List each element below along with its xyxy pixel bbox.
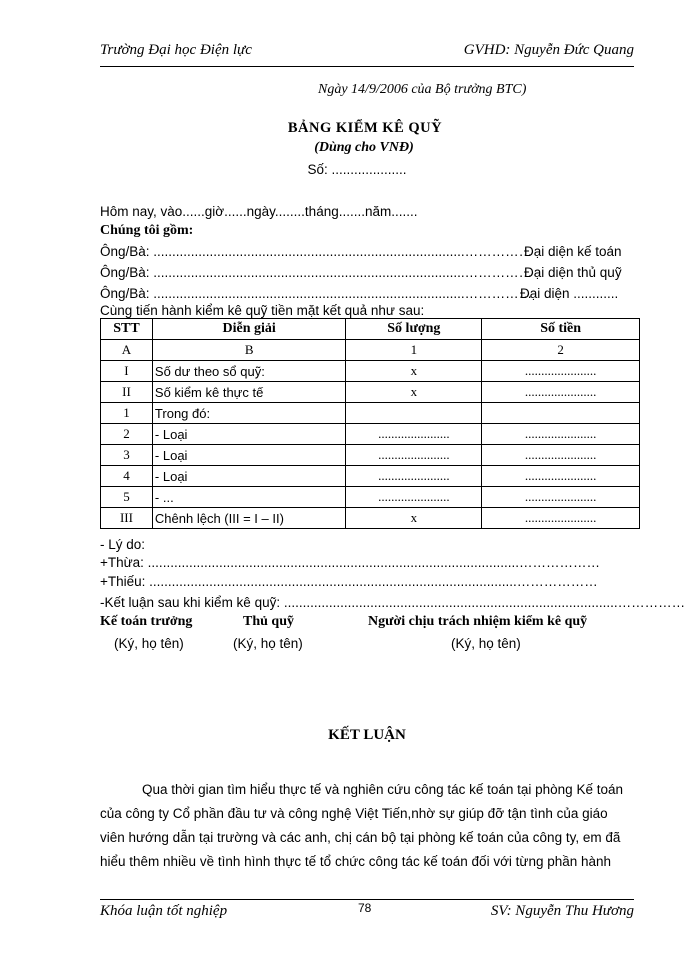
cell-amount: 2 [482,340,640,361]
cell-stt: 4 [101,466,153,487]
conclusion-paragraph [100,778,634,874]
cell-quantity: ...................... [346,487,482,508]
form-subtitle: (Dùng cho VNĐ) [314,140,414,155]
page-footer [100,899,634,924]
cell-description: - ... [152,487,346,508]
shortage-line: +Thiếu: ..................................................................................................……………… [100,574,598,589]
surplus-line: +Thừa: ...................................................................................................……………… [100,555,601,570]
table-header-row [101,319,640,340]
table-row [101,361,640,382]
reason-label: - Lý do: [100,537,146,552]
cell-amount: ...................... [482,445,640,466]
footer-student: SV: Nguyễn Thu Hương [490,903,634,919]
page-header [100,42,634,67]
cell-stt: 5 [101,487,153,508]
table-row [101,382,640,403]
paragraph-line: hiểu thêm nhiều về tình hình thực tế tổ chức công tác kế toán đối với từng phần hành [100,854,612,869]
member-row-1: Ông/Bà: ...................................................................................…………… [100,244,533,259]
cell-quantity: x [346,361,482,382]
cell-description: Số kiểm kê thực tế [152,382,346,403]
member-row-3: Ông/Bà: ...................................................................................…………… [100,286,533,301]
signer-note-2: (Ký, họ tên) [233,636,303,651]
cell-description: Trong đó: [152,403,346,424]
table-row [101,424,640,445]
signer-note-3: (Ký, họ tên) [451,636,521,651]
form-title: BẢNG KIỂM KÊ QUỸ [287,120,443,136]
cell-amount: ...................... [482,424,640,445]
cell-stt: II [101,382,153,403]
cell-amount: ...................... [482,466,640,487]
member-role-1: Đại diện kế toán [524,244,622,259]
paragraph-line: của công ty Cổ phần đầu tư và công nghệ Việt Tiến,nhờ sự giúp đỡ tận tình của giáo [100,806,608,821]
cell-description: - Loại [152,466,346,487]
col-header-stt: STT [101,319,153,340]
cell-description: Số dư theo sổ quỹ: [152,361,346,382]
member-row-2: Ông/Bà: ...................................................................................…………… [100,265,533,280]
cell-amount: ...................... [482,508,640,529]
cell-quantity: 1 [346,340,482,361]
cell-quantity: ...................... [346,424,482,445]
conclusion-heading: KẾT LUẬN [328,727,406,743]
cell-description: Chênh lệch (III = I – II) [152,508,346,529]
paragraph-line: viên hướng dẫn tại trường và các anh, chị cán bộ tại phòng kế toán của công ty, em đã [100,830,621,845]
cell-description: - Loại [152,445,346,466]
col-header-quantity: Số lượng [346,319,482,340]
members-heading: Chúng tôi gồm: [100,223,194,238]
conclusion-after-line: -Kết luận sau khi kiểm kê quỹ: .........................................................................................…………… [100,595,686,610]
signer-cashier: Thủ quỹ [243,614,294,629]
table-row [101,445,640,466]
intro-line: Ngày 14/9/2006 của Bộ trưởng BTC) [318,82,527,97]
header-advisor: GVHD: Nguyễn Đức Quang [463,42,634,58]
cell-quantity: x [346,508,482,529]
cell-amount [482,403,640,424]
cell-stt: A [101,340,153,361]
cell-quantity: ...................... [346,445,482,466]
cash-count-table [100,318,640,529]
cell-amount: ...................... [482,487,640,508]
cell-stt: 2 [101,424,153,445]
table-row [101,487,640,508]
cell-stt: I [101,361,153,382]
footer-thesis: Khóa luận tốt nghiệp [100,903,228,919]
table-row [101,508,640,529]
signer-chief-accountant: Kế toán trưởng [100,614,193,629]
member-role-2: Đại diện thủ quỹ [524,265,622,280]
table-row [101,340,640,361]
cell-quantity [346,403,482,424]
cell-quantity: ...................... [346,466,482,487]
header-school: Trường Đại học Điện lực [100,42,252,58]
date-line: Hôm nay, vào......giờ......ngày........tháng.......năm....... [100,204,418,219]
page-number: 78 [358,901,372,915]
form-number: Số: .................... [307,162,407,177]
cell-quantity: x [346,382,482,403]
paragraph-line: Qua thời gian tìm hiểu thực tế và nghiên cứu công tác kế toán tại phòng Kế toán [142,782,623,797]
col-header-description: Diễn giải [152,319,346,340]
cell-amount: ...................... [482,361,640,382]
table-row [101,403,640,424]
cell-stt: 3 [101,445,153,466]
table-row [101,466,640,487]
col-header-amount: Số tiền [482,319,640,340]
member-role-3: Đại diện ............ [520,286,619,301]
cell-amount: ...................... [482,382,640,403]
cell-stt: 1 [101,403,153,424]
signer-responsible: Người chịu trách nhiệm kiểm kê quỹ [368,614,588,629]
cell-description: - Loại [152,424,346,445]
table-intro: Cùng tiến hành kiểm kê quỹ tiền mặt kết quả như sau: [100,303,425,318]
cell-stt: III [101,508,153,529]
cell-description: B [152,340,346,361]
signer-note-1: (Ký, họ tên) [114,636,184,651]
